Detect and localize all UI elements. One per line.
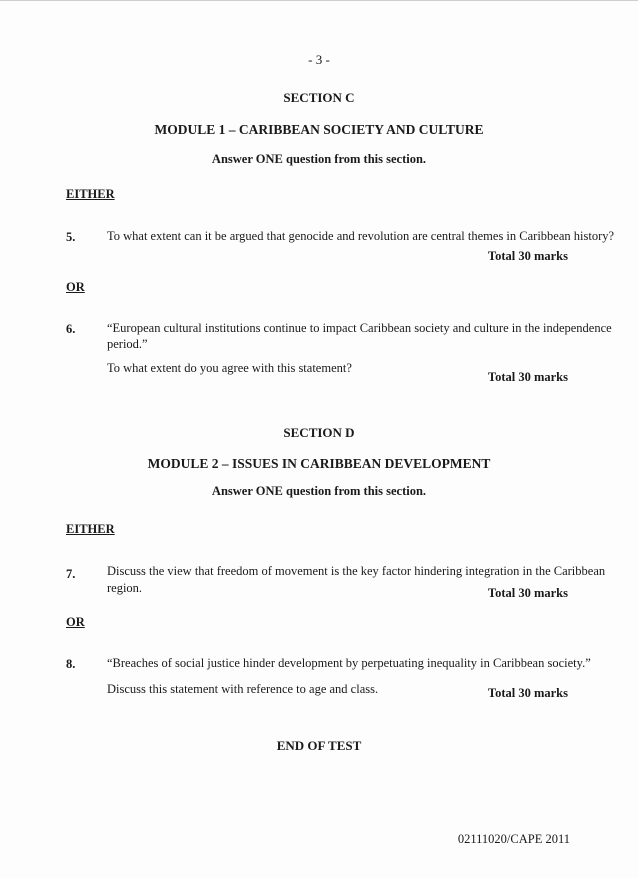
section-c-module-title: MODULE 1 – CARIBBEAN SOCIETY AND CULTURE: [154, 122, 484, 137]
question-8-marks: Total 30 marks: [487, 686, 568, 700]
section-c-or-label: OR: [66, 280, 85, 294]
page-number: - 3 -: [308, 52, 330, 67]
question-8-number: 8.: [66, 657, 76, 671]
question-5-text: To what extent can it be argued that genocide and revolution are central themes in Caribbean history?: [107, 229, 615, 243]
section-c-heading: SECTION C: [283, 90, 355, 105]
section-d-either-label: EITHER: [66, 522, 115, 536]
section-c-either-label: EITHER: [66, 187, 115, 201]
question-7-text-line-1: Discuss the view that freedom of movement is the key factor hindering integration in the Caribbean: [107, 564, 606, 578]
end-of-test: END OF TEST: [276, 738, 362, 753]
question-6-marks: Total 30 marks: [487, 370, 568, 384]
question-7-text-line-2: region.: [107, 581, 143, 595]
question-6-follow-up: To what extent do you agree with this statement?: [107, 361, 352, 375]
question-7-marks: Total 30 marks: [487, 586, 568, 600]
question-6-number: 6.: [66, 322, 76, 336]
section-c-instruction: Answer ONE question from this section.: [211, 152, 427, 166]
question-7-number: 7.: [66, 567, 76, 581]
question-8-follow-up: Discuss this statement with reference to age and class.: [107, 682, 379, 696]
section-d-instruction: Answer ONE question from this section.: [211, 484, 427, 498]
top-border: [0, 0, 638, 1]
footer-paper-code: 02111020/CAPE 2011: [457, 832, 570, 846]
question-8-text: “Breaches of social justice hinder development by perpetuating inequality in Caribbean society.”: [107, 656, 591, 670]
section-d-or-label: OR: [66, 615, 85, 629]
section-d-heading: SECTION D: [283, 425, 355, 440]
question-5-marks: Total 30 marks: [487, 249, 568, 263]
question-6-text-line-2: period.”: [107, 337, 148, 351]
section-d-module-title: MODULE 2 – ISSUES IN CARIBBEAN DEVELOPMENT: [147, 456, 491, 471]
question-6-text-line-1: “European cultural institutions continue to impact Caribbean society and culture in the independence: [107, 321, 612, 335]
question-5-number: 5.: [66, 230, 76, 244]
